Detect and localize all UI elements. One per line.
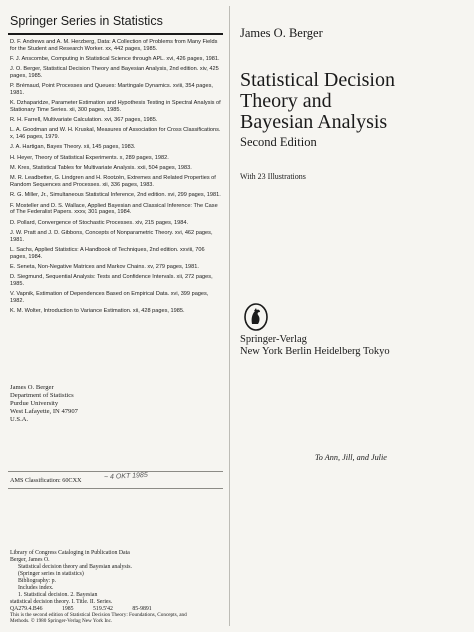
address-line: James O. Berger xyxy=(10,384,54,391)
cataloging-series: (Springer series in statistics) xyxy=(18,571,84,577)
subject-4: I. Title. xyxy=(71,599,89,605)
address-line: U.S.A. xyxy=(10,416,29,423)
series-entry: K. Dzhaparidze, Parameter Estimation and Hypothesis Testing in Spectral Analysis of Stationary Time Series. xii, 300 pages, 1985. xyxy=(10,100,221,113)
dedication: To Ann, Jill, and Julie xyxy=(315,453,387,462)
book-author: James O. Berger xyxy=(240,26,323,40)
series-heading-rule xyxy=(8,33,223,35)
ams-classification: AMS Classification: 60CXX xyxy=(10,477,82,484)
call-year: 1985 xyxy=(61,606,74,612)
series-entry: H. Heyer, Theory of Statistical Experiments. x, 289 pages, 1982. xyxy=(10,154,169,161)
cataloging-data xyxy=(10,550,152,613)
publisher-name: Springer-Verlag xyxy=(240,334,307,345)
subject-2: 2. Bayesian xyxy=(70,592,98,598)
subject-1: 1. Statistical decision. xyxy=(18,592,69,598)
book-title xyxy=(240,70,395,133)
cataloging-subjects-line2 xyxy=(10,599,152,606)
cataloging-subjects-line1 xyxy=(10,592,152,599)
series-entry: V. Vapnik, Estimation of Dependences Based on Empirical Data. xvi, 399 pages, 1982. xyxy=(10,291,209,304)
series-entry: E. Seneta, Non-Negative Matrices and Markov Chains. xv, 279 pages, 1981. xyxy=(10,263,199,270)
series-heading: Springer Series in Statistics xyxy=(10,14,163,28)
series-entry: F. Mosteller and D. S. Wallace, Applied Bayesian and Classical Inference: The Case of The Federalist Papers. xxxv, 301 pages, 1984. xyxy=(10,202,218,216)
series-entry: D. Siegmund, Sequential Analysis: Tests and Confidence Intervals. xii, 272 pages, 1985. xyxy=(10,274,213,287)
series-entry: F. J. Anscombe, Computing in Statistical Science through APL. xvi, 426 pages, 1981. xyxy=(10,55,220,62)
address-line: Department of Statistics xyxy=(10,392,74,399)
cataloging-title: Statistical decision theory and Bayesian analysis. xyxy=(18,564,132,570)
cataloging-heading: Library of Congress Cataloging in Publication Data xyxy=(10,550,130,556)
series-entry: M. Kres, Statistical Tables for Multivariate Analysis. xxii, 504 pages, 1983. xyxy=(10,165,192,172)
series-entry: D. Pollard, Convergence of Stochastic Processes. xiv, 215 pages, 1984. xyxy=(10,219,189,226)
series-entry: L. Sachs, Applied Statistics: A Handbook of Techniques, 2nd edition. xxviii, 706 pages, 1984. xyxy=(10,246,205,260)
edition: Second Edition xyxy=(240,135,317,149)
cataloging-author: Berger, James O. xyxy=(10,557,50,563)
address-line: West Lafayette, IN 47907 xyxy=(10,408,78,415)
cataloging-bibliography: Bibliography: p. xyxy=(18,578,56,584)
series-entry: R. H. Farrell, Multivariate Calculation. xvi, 367 pages, 1985. xyxy=(10,117,158,124)
series-entry: D. F. Andrews and A. M. Herzberg, Data: A Collection of Problems from Many Fields for the Student and Research Worker. xx, 442 pages, 1985. xyxy=(10,39,218,52)
series-entry: K. M. Wolter, Introduction to Variance Estimation. xii, 428 pages, 1985. xyxy=(10,308,185,315)
copyright-notice xyxy=(10,612,230,625)
copyright-line: Methods. © 1980 Springer-Verlag New York Inc. xyxy=(10,618,113,625)
book-title-line: Theory and xyxy=(240,90,332,112)
date-stamp: ~ 4 OKT 1985 xyxy=(103,471,148,482)
author-address xyxy=(10,384,78,424)
series-entry: L. A. Goodman and W. H. Kruskal, Measures of Association for Cross Classifications. x, 146 pages, 1979. xyxy=(10,127,221,141)
book-title-line: Statistical Decision xyxy=(240,69,395,91)
illustrations-note: With 23 Illustrations xyxy=(240,172,306,181)
call-lccn: 85-9891 xyxy=(132,606,152,612)
ams-rule-top xyxy=(8,471,223,472)
series-entry: J. W. Pratt and J. D. Gibbons, Concepts of Nonparametric Theory. xvi, 462 pages, 1981. xyxy=(10,229,213,243)
publisher-cities: New York Berlin Heidelberg Tokyo xyxy=(240,346,390,357)
copyright-line: This is the second edition of Statistical Decision Theory: Foundations, Concepts, and xyxy=(10,612,187,618)
subject-3: statistical decision theory. xyxy=(10,599,70,605)
book-title-line: Bayesian Analysis xyxy=(240,111,388,133)
publisher xyxy=(240,334,390,358)
series-entry: M. R. Leadbetter, G. Lindgren and H. Rootzén, Extremes and Related Properties of Random Sequences and Processes. xii, 336 pages, 1983. xyxy=(10,175,216,188)
series-entry: P. Brémaud, Point Processes and Queues: Martingale Dynamics. xviii, 354 pages, 1981. xyxy=(10,83,213,96)
call-number: QA279.4.B46 xyxy=(10,606,43,612)
page-divider xyxy=(229,6,230,626)
ams-rule-bottom xyxy=(8,488,223,489)
call-dewey: 519.5'42 xyxy=(93,606,113,612)
series-list xyxy=(10,39,222,318)
series-entry: R. G. Miller, Jr., Simultaneous Statistical Inference, 2nd edition. xvi, 299 pages, 1981. xyxy=(10,192,221,199)
springer-knight-logo-icon xyxy=(243,302,269,332)
subject-5: II. Series. xyxy=(89,599,113,605)
cataloging-index: Includes index. xyxy=(18,585,54,591)
series-entry: J. A. Hartigan, Bayes Theory. xii, 145 pages, 1983. xyxy=(10,144,136,151)
address-line: Purdue University xyxy=(10,400,59,407)
series-entry: J. O. Berger, Statistical Decision Theory and Bayesian Analysis, 2nd edition. xiv, 425 pages, 1985. xyxy=(10,66,219,79)
